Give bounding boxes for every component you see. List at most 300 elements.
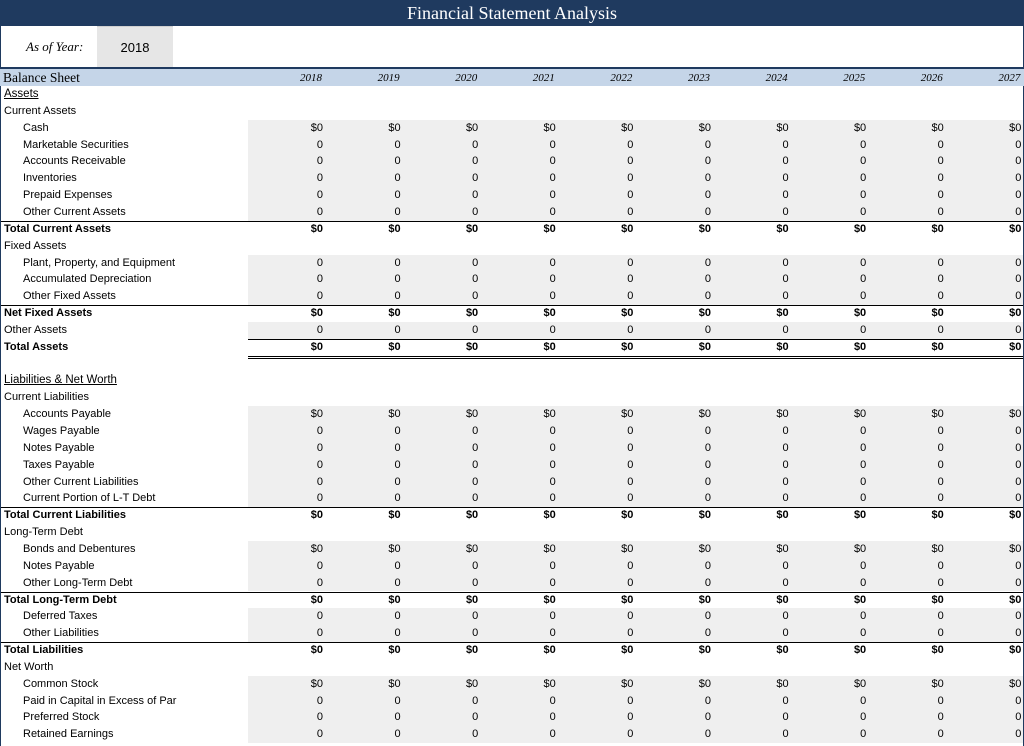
table-cell[interactable]: 0: [937, 728, 944, 741]
table-cell[interactable]: 0: [549, 155, 556, 168]
row-label: Other Current Assets: [23, 205, 126, 218]
table-cell[interactable]: 0: [782, 273, 789, 286]
table-cell[interactable]: 0: [549, 458, 556, 471]
table-cell[interactable]: 0: [549, 273, 556, 286]
table-cell[interactable]: 0: [627, 138, 634, 151]
table-cell[interactable]: 0: [937, 323, 944, 336]
table-cell[interactable]: 0: [860, 256, 867, 269]
table-cell[interactable]: 0: [394, 711, 401, 724]
table-cell[interactable]: 0: [627, 458, 634, 471]
table-cell[interactable]: 0: [627, 290, 634, 303]
table-cell[interactable]: 0: [627, 576, 634, 589]
table-cell[interactable]: $0: [1009, 677, 1022, 690]
table-cell[interactable]: 0: [316, 458, 323, 471]
table-cell[interactable]: 0: [704, 189, 711, 202]
table-cell[interactable]: 0: [627, 273, 634, 286]
table-cell[interactable]: 0: [316, 610, 323, 623]
table-cell[interactable]: 0: [860, 458, 867, 471]
table-cell[interactable]: 0: [549, 441, 556, 454]
table-cell[interactable]: 0: [937, 441, 944, 454]
table-cell[interactable]: $0: [388, 677, 401, 690]
table-cell[interactable]: 0: [704, 256, 711, 269]
table-cell[interactable]: 0: [704, 559, 711, 572]
table-cell[interactable]: 0: [860, 290, 867, 303]
table-cell[interactable]: 0: [394, 323, 401, 336]
table-cell: $0: [310, 593, 323, 606]
table-cell[interactable]: 0: [937, 273, 944, 286]
table-row: [1, 204, 1023, 221]
table-cell[interactable]: 0: [937, 694, 944, 707]
table-cell[interactable]: 0: [549, 728, 556, 741]
table-cell[interactable]: 0: [472, 694, 479, 707]
table-cell[interactable]: 0: [937, 610, 944, 623]
table-cell[interactable]: $0: [1009, 121, 1022, 134]
table-cell[interactable]: $0: [388, 408, 401, 421]
table-cell[interactable]: 0: [316, 256, 323, 269]
table-cell[interactable]: 0: [627, 323, 634, 336]
table-row: [1, 709, 1023, 726]
table-row: [1, 103, 1023, 120]
table-cell[interactable]: 0: [627, 610, 634, 623]
table-cell[interactable]: $0: [465, 121, 479, 134]
table-cell[interactable]: 0: [549, 610, 556, 623]
table-cell[interactable]: 0: [1015, 694, 1022, 707]
table-cell[interactable]: 0: [394, 273, 401, 286]
table-cell[interactable]: 0: [937, 559, 944, 572]
balance-sheet-header: [0, 67, 1024, 86]
table-cell[interactable]: 0: [782, 610, 789, 623]
table-cell[interactable]: 0: [937, 172, 944, 185]
table-cell[interactable]: $0: [310, 121, 323, 134]
table-cell[interactable]: 0: [316, 728, 323, 741]
table-cell[interactable]: 0: [549, 138, 556, 151]
table-cell[interactable]: 0: [782, 559, 789, 572]
table-cell[interactable]: 0: [704, 728, 711, 741]
table-cell[interactable]: 0: [704, 205, 711, 218]
table-cell[interactable]: 0: [316, 205, 323, 218]
table-cell[interactable]: $0: [543, 408, 556, 421]
table-cell[interactable]: 0: [704, 290, 711, 303]
table-cell[interactable]: 0: [627, 711, 634, 724]
row-label: Net Fixed Assets: [4, 307, 93, 320]
table-cell[interactable]: $0: [853, 542, 867, 555]
table-cell[interactable]: 0: [782, 205, 789, 218]
table-cell[interactable]: 0: [316, 290, 323, 303]
table-cell[interactable]: 0: [937, 458, 944, 471]
table-cell: $0: [698, 222, 711, 235]
table-cell[interactable]: 0: [782, 290, 789, 303]
table-cell[interactable]: 0: [1015, 576, 1022, 589]
table-cell[interactable]: 0: [704, 138, 711, 151]
table-cell[interactable]: 0: [1015, 610, 1022, 623]
table-cell[interactable]: $0: [931, 542, 944, 555]
table-cell[interactable]: 0: [316, 189, 323, 202]
total-row: [1, 642, 1023, 659]
table-cell[interactable]: 0: [472, 458, 479, 471]
table-cell[interactable]: 0: [782, 256, 789, 269]
table-cell[interactable]: 0: [472, 189, 479, 202]
table-cell: $0: [698, 307, 711, 320]
table-cell[interactable]: $0: [388, 121, 401, 134]
table-cell[interactable]: 0: [1015, 256, 1022, 269]
table-cell[interactable]: 0: [549, 492, 556, 505]
table-cell[interactable]: 0: [394, 189, 401, 202]
table-cell[interactable]: $0: [776, 121, 789, 134]
table-cell[interactable]: 0: [316, 576, 323, 589]
table-cell[interactable]: 0: [549, 475, 556, 488]
table-cell[interactable]: 0: [937, 138, 944, 151]
table-cell[interactable]: 0: [394, 205, 401, 218]
table-cell[interactable]: 0: [1015, 155, 1022, 168]
table-cell[interactable]: 0: [860, 627, 867, 640]
table-cell[interactable]: 0: [1015, 273, 1022, 286]
row-label: Total Assets: [4, 340, 69, 353]
table-cell[interactable]: 0: [316, 441, 323, 454]
table-cell[interactable]: 0: [627, 694, 634, 707]
table-cell[interactable]: 0: [937, 189, 944, 202]
table-cell[interactable]: 0: [394, 155, 401, 168]
table-cell[interactable]: 0: [549, 694, 556, 707]
table-cell[interactable]: 0: [549, 711, 556, 724]
table-cell[interactable]: $0: [388, 542, 401, 555]
table-cell[interactable]: 0: [472, 205, 479, 218]
table-cell[interactable]: 0: [316, 694, 323, 707]
table-cell[interactable]: 0: [704, 441, 711, 454]
table-cell[interactable]: 0: [782, 458, 789, 471]
section-heading: [1, 372, 1023, 389]
table-cell[interactable]: 0: [394, 458, 401, 471]
table-cell[interactable]: 0: [1015, 492, 1022, 505]
table-cell[interactable]: $0: [465, 542, 479, 555]
table-cell[interactable]: 0: [1015, 323, 1022, 336]
table-cell[interactable]: 0: [549, 425, 556, 437]
table-cell[interactable]: 0: [782, 627, 789, 640]
table-cell[interactable]: 0: [860, 711, 867, 724]
row-label: Marketable Securities: [23, 138, 129, 151]
table-cell[interactable]: 0: [549, 627, 556, 640]
table-row: [1, 288, 1023, 305]
table-cell[interactable]: 0: [627, 189, 634, 202]
table-cell[interactable]: $0: [621, 121, 634, 134]
table-cell[interactable]: 0: [394, 728, 401, 741]
table-cell[interactable]: 0: [937, 627, 944, 640]
table-cell[interactable]: 0: [316, 475, 323, 488]
table-cell[interactable]: 0: [549, 559, 556, 572]
table-cell: $0: [621, 509, 634, 522]
table-cell[interactable]: 0: [394, 694, 401, 707]
table-cell[interactable]: $0: [776, 408, 789, 421]
table-cell[interactable]: 0: [704, 273, 711, 286]
row-label: Other Fixed Assets: [23, 290, 116, 303]
table-cell[interactable]: 0: [937, 425, 944, 437]
table-cell[interactable]: 0: [860, 273, 867, 286]
table-cell[interactable]: 0: [860, 323, 867, 336]
table-cell[interactable]: 0: [860, 576, 867, 589]
table-cell[interactable]: 0: [782, 189, 789, 202]
table-cell[interactable]: 0: [937, 576, 944, 589]
table-cell[interactable]: 0: [316, 425, 323, 437]
table-cell[interactable]: 0: [472, 172, 479, 185]
table-cell[interactable]: 0: [704, 627, 711, 640]
row-label: Current Portion of L-T Debt: [23, 492, 156, 505]
table-cell[interactable]: 0: [394, 576, 401, 589]
table-cell[interactable]: 0: [472, 290, 479, 303]
total-row: [1, 592, 1023, 609]
table-cell[interactable]: 0: [316, 273, 323, 286]
section-heading: [1, 86, 1023, 103]
row-label: Total Current Liabilities: [4, 509, 127, 522]
row-label: Preferred Stock: [23, 711, 100, 724]
table-cell: $0: [776, 644, 789, 657]
table-cell[interactable]: 0: [472, 323, 479, 336]
table-cell[interactable]: 0: [1015, 728, 1022, 741]
table-cell[interactable]: 0: [1015, 205, 1022, 218]
table-cell[interactable]: 0: [860, 155, 867, 168]
table-cell[interactable]: $0: [1009, 542, 1022, 555]
table-cell[interactable]: 0: [860, 205, 867, 218]
table-cell[interactable]: 0: [860, 172, 867, 185]
table-cell[interactable]: 0: [316, 155, 323, 168]
total-row: [1, 305, 1023, 322]
table-cell[interactable]: 0: [472, 441, 479, 454]
table-cell[interactable]: $0: [310, 677, 323, 690]
table-cell[interactable]: 0: [782, 711, 789, 724]
table-cell[interactable]: $0: [776, 542, 789, 555]
table-cell[interactable]: 0: [782, 172, 789, 185]
table-cell[interactable]: 0: [472, 138, 479, 151]
table-cell[interactable]: 0: [782, 441, 789, 454]
table-cell[interactable]: 0: [704, 610, 711, 623]
table-cell[interactable]: $0: [621, 408, 634, 421]
table-cell[interactable]: 0: [704, 576, 711, 589]
table-cell: $0: [465, 509, 479, 522]
table-cell[interactable]: 0: [1015, 711, 1022, 724]
table-cell[interactable]: 0: [627, 205, 634, 218]
table-cell[interactable]: 0: [472, 273, 479, 286]
table-cell[interactable]: 0: [704, 492, 711, 505]
row-label: Retained Earnings: [23, 728, 114, 741]
table-cell[interactable]: 0: [394, 138, 401, 151]
table-cell: $0: [543, 644, 556, 657]
table-cell[interactable]: 0: [937, 492, 944, 505]
table-cell[interactable]: 0: [472, 155, 479, 168]
table-cell[interactable]: 0: [782, 694, 789, 707]
table-cell[interactable]: 0: [627, 155, 634, 168]
table-cell[interactable]: $0: [310, 408, 323, 421]
table-row: [1, 322, 1023, 339]
table-cell[interactable]: 0: [860, 425, 867, 437]
table-cell[interactable]: 0: [1015, 189, 1022, 202]
table-cell[interactable]: 0: [782, 728, 789, 741]
table-cell[interactable]: 0: [782, 323, 789, 336]
table-cell[interactable]: 0: [1015, 290, 1022, 303]
table-cell[interactable]: 0: [860, 189, 867, 202]
table-cell[interactable]: 0: [627, 441, 634, 454]
table-cell[interactable]: $0: [621, 542, 634, 555]
table-cell: $0: [698, 340, 711, 353]
table-cell[interactable]: 0: [782, 492, 789, 505]
table-cell[interactable]: 0: [394, 425, 401, 437]
table-cell[interactable]: 0: [704, 155, 711, 168]
table-cell: $0: [621, 644, 634, 657]
row-label: Current Assets: [4, 104, 77, 117]
table-cell: $0: [388, 593, 401, 606]
table-row: [1, 137, 1023, 154]
table-cell[interactable]: $0: [698, 677, 711, 690]
table-cell[interactable]: 0: [472, 576, 479, 589]
table-cell[interactable]: $0: [543, 121, 556, 134]
table-cell: $0: [698, 509, 711, 522]
table-cell[interactable]: 0: [394, 172, 401, 185]
table-cell[interactable]: 0: [937, 205, 944, 218]
table-cell[interactable]: 0: [1015, 441, 1022, 454]
table-cell[interactable]: 0: [316, 711, 323, 724]
table-cell[interactable]: 0: [860, 694, 867, 707]
table-row: [1, 625, 1023, 642]
table-cell[interactable]: 0: [394, 290, 401, 303]
table-cell[interactable]: 0: [394, 256, 401, 269]
table-cell[interactable]: 0: [472, 256, 479, 269]
row-label: Other Long-Term Debt: [23, 576, 133, 589]
table-cell[interactable]: 0: [782, 475, 789, 488]
table-cell[interactable]: 0: [472, 475, 479, 488]
row-label: Total Liabilities: [4, 644, 84, 657]
table-cell[interactable]: 0: [472, 728, 479, 741]
total-row: [1, 221, 1023, 238]
table-cell[interactable]: $0: [698, 121, 711, 134]
table-cell[interactable]: 0: [1015, 627, 1022, 640]
table-cell[interactable]: 0: [627, 627, 634, 640]
table-cell[interactable]: 0: [394, 492, 401, 505]
table-cell[interactable]: 0: [394, 627, 401, 640]
table-cell[interactable]: 0: [704, 475, 711, 488]
table-cell[interactable]: 0: [704, 323, 711, 336]
table-cell[interactable]: 0: [704, 711, 711, 724]
table-cell[interactable]: 0: [860, 492, 867, 505]
as-of-year-input[interactable]: 2018: [97, 26, 173, 67]
table-row: [1, 659, 1023, 676]
table-row: [1, 153, 1023, 170]
table-cell[interactable]: 0: [394, 475, 401, 488]
table-cell: $0: [543, 222, 556, 235]
table-cell[interactable]: 0: [472, 711, 479, 724]
table-cell[interactable]: 0: [704, 458, 711, 471]
table-cell[interactable]: 0: [394, 559, 401, 572]
table-cell[interactable]: 0: [549, 290, 556, 303]
table-cell[interactable]: 0: [860, 475, 867, 488]
table-cell[interactable]: 0: [937, 711, 944, 724]
table-cell[interactable]: $0: [776, 677, 789, 690]
table-cell[interactable]: 0: [316, 492, 323, 505]
table-cell[interactable]: $0: [621, 677, 634, 690]
table-cell[interactable]: $0: [543, 677, 556, 690]
table-cell[interactable]: $0: [931, 408, 944, 421]
table-cell[interactable]: 0: [549, 576, 556, 589]
table-cell[interactable]: 0: [472, 425, 479, 437]
table-cell[interactable]: $0: [853, 677, 867, 690]
table-cell[interactable]: 0: [1015, 425, 1022, 437]
table-cell[interactable]: $0: [310, 542, 323, 555]
table-cell[interactable]: 0: [472, 559, 479, 572]
table-cell[interactable]: 0: [472, 610, 479, 623]
table-cell[interactable]: 0: [1015, 172, 1022, 185]
table-cell[interactable]: 0: [860, 559, 867, 572]
table-cell[interactable]: 0: [1015, 559, 1022, 572]
table-cell[interactable]: 0: [1015, 475, 1022, 488]
year-header: 2022: [610, 72, 633, 84]
row-label: Plant, Property, and Equipment: [23, 256, 176, 269]
table-cell[interactable]: 0: [704, 694, 711, 707]
table-cell[interactable]: $0: [698, 408, 711, 421]
table-cell[interactable]: 0: [937, 290, 944, 303]
table-cell[interactable]: 0: [549, 205, 556, 218]
table-cell[interactable]: 0: [782, 425, 789, 437]
table-cell[interactable]: 0: [627, 425, 634, 437]
table-cell[interactable]: 0: [1015, 138, 1022, 151]
table-cell: $0: [621, 307, 634, 320]
table-cell[interactable]: 0: [627, 492, 634, 505]
table-cell[interactable]: 0: [549, 172, 556, 185]
table-cell[interactable]: 0: [316, 559, 323, 572]
table-cell[interactable]: $0: [931, 121, 944, 134]
table-cell: $0: [1009, 222, 1022, 235]
table-cell[interactable]: 0: [937, 155, 944, 168]
table-cell[interactable]: 0: [937, 256, 944, 269]
table-cell[interactable]: $0: [931, 677, 944, 690]
table-cell[interactable]: 0: [316, 138, 323, 151]
table-cell[interactable]: 0: [316, 627, 323, 640]
table-cell[interactable]: 0: [627, 256, 634, 269]
row-label: Prepaid Expenses: [23, 189, 113, 202]
table-cell[interactable]: 0: [860, 610, 867, 623]
table-cell[interactable]: $0: [465, 408, 479, 421]
table-cell[interactable]: 0: [472, 492, 479, 505]
table-cell[interactable]: 0: [394, 610, 401, 623]
table-cell[interactable]: 0: [627, 475, 634, 488]
table-cell[interactable]: $0: [543, 542, 556, 555]
table-cell[interactable]: 0: [627, 559, 634, 572]
table-cell[interactable]: 0: [1015, 458, 1022, 471]
table-cell[interactable]: 0: [394, 441, 401, 454]
row-label: Notes Payable: [23, 559, 95, 572]
table-cell[interactable]: 0: [316, 323, 323, 336]
table-cell[interactable]: 0: [316, 172, 323, 185]
table-cell[interactable]: $0: [698, 542, 711, 555]
table-cell[interactable]: 0: [860, 138, 867, 151]
table-cell[interactable]: $0: [853, 121, 867, 134]
table-cell[interactable]: $0: [853, 408, 867, 421]
table-cell[interactable]: 0: [860, 441, 867, 454]
row-label: Deferred Taxes: [23, 610, 98, 623]
table-cell[interactable]: 0: [627, 172, 634, 185]
table-cell[interactable]: 0: [704, 425, 711, 437]
table-cell[interactable]: 0: [860, 728, 867, 741]
table-cell[interactable]: $0: [1009, 408, 1022, 421]
table-cell[interactable]: 0: [549, 256, 556, 269]
year-header: 2020: [455, 72, 478, 84]
table-cell[interactable]: 0: [782, 138, 789, 151]
table-cell[interactable]: 0: [472, 627, 479, 640]
table-cell[interactable]: $0: [465, 677, 479, 690]
table-cell[interactable]: 0: [549, 189, 556, 202]
table-cell[interactable]: 0: [937, 475, 944, 488]
table-cell[interactable]: 0: [782, 576, 789, 589]
table-cell[interactable]: 0: [627, 728, 634, 741]
table-cell[interactable]: 0: [704, 172, 711, 185]
table-cell[interactable]: 0: [549, 323, 556, 336]
table-cell[interactable]: 0: [782, 155, 789, 168]
table-cell: $0: [931, 307, 944, 320]
